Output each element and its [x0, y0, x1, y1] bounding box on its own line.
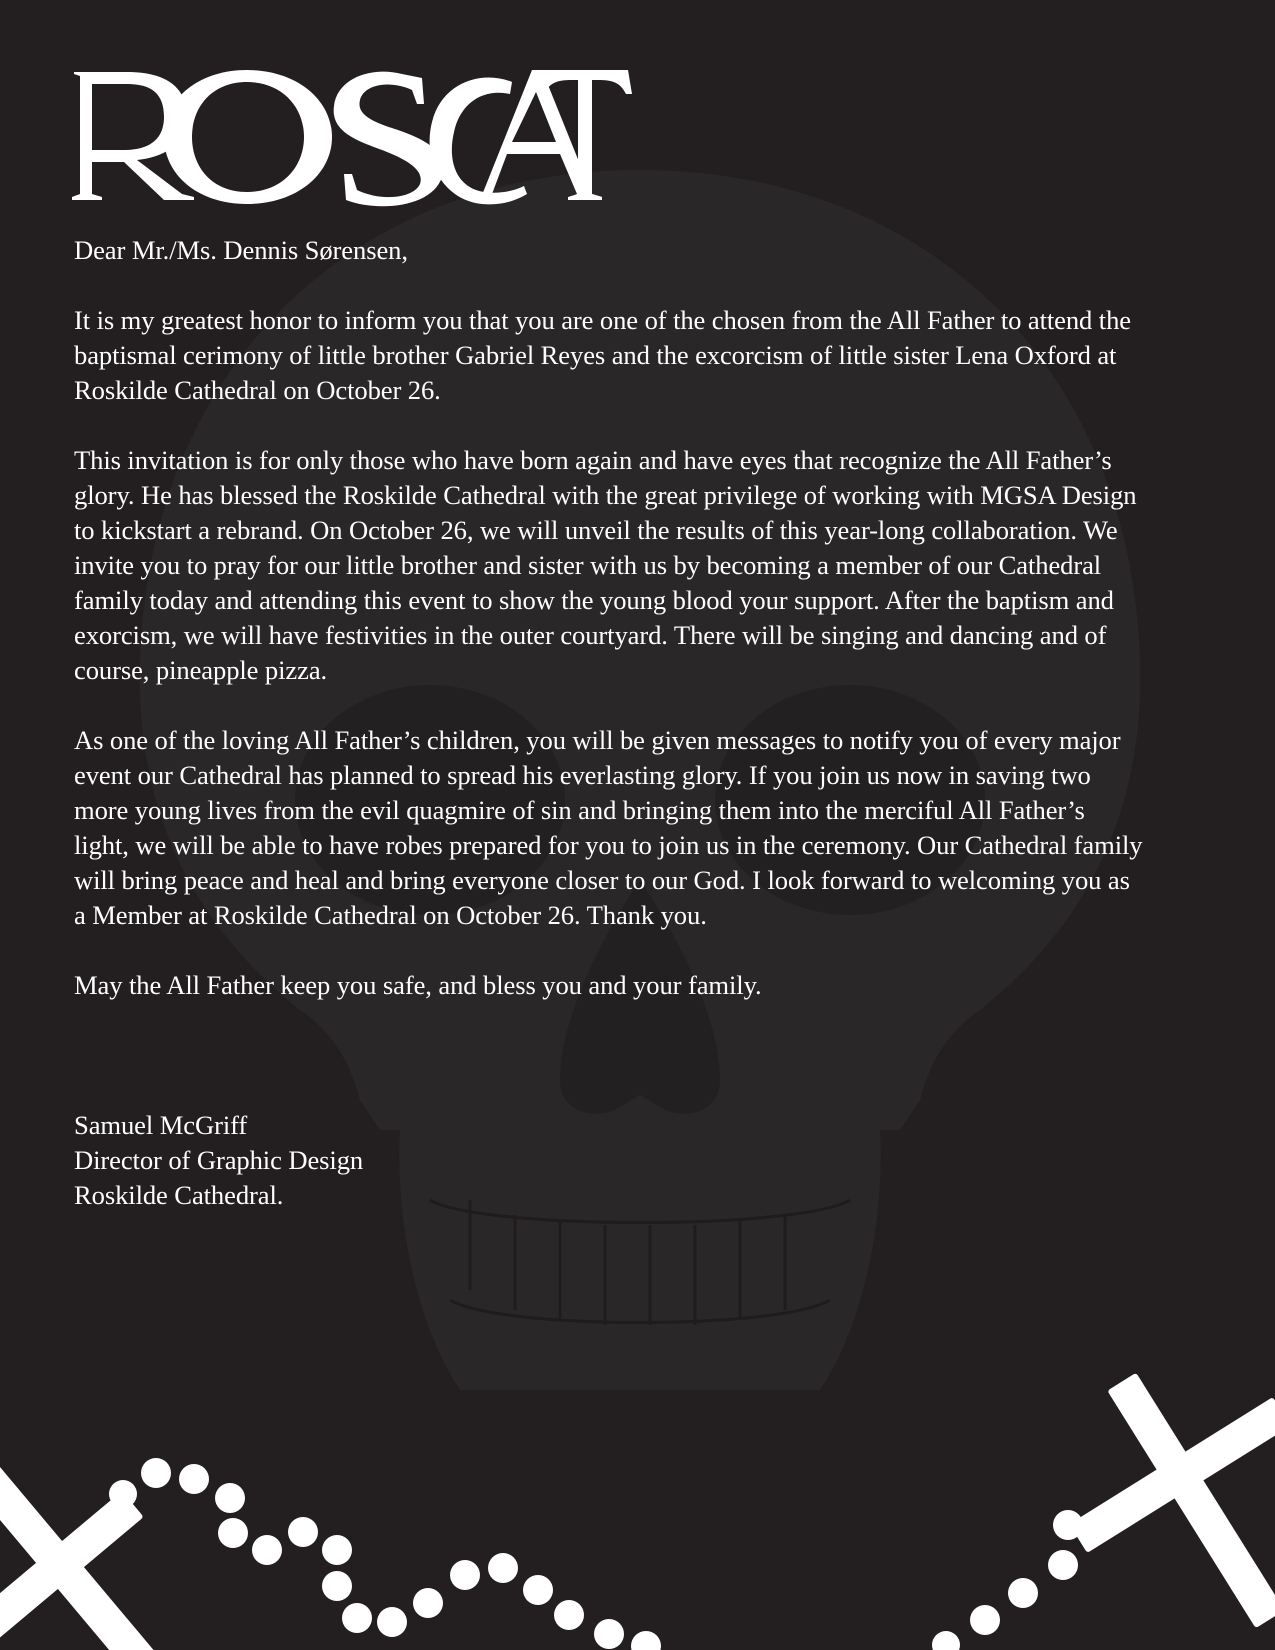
- paragraph-1: It is my greatest honor to inform you that you are one of the chosen from the All Father to attend the baptismal cerimony of little brother Gabriel Reyes and the excorcism of little sister Lena Oxford at Roskilde Cathedral on October 26.: [74, 305, 1131, 405]
- paragraph-2: This invitation is for only those who have born again and have eyes that recognize the All Father’s glory. He has blessed the Roskilde Cathedral with the great privilege of working with MGSA Design to kickstart a rebrand. On October 26, we will unveil the results of this year-long collaboration. We invite you to pray for our little brother and sister with us by becoming a member of our Cathedral family today and attending this event to show the young blood your support. After the baptism and exorcism, we will have festivities in the outer courtyard. There will be singing and dancing and of course, pineapple pizza.: [74, 445, 1137, 685]
- signer-organization: Roskilde Cathedral.: [74, 1180, 284, 1210]
- letter-body: [74, 233, 1144, 1213]
- salutation: Dear Mr./Ms. Dennis Sørensen,: [74, 235, 408, 265]
- roscat-logo: [72, 62, 632, 212]
- paragraph-3: As one of the loving All Father’s children, you will be given messages to notify you of every major event our Cathedral has planned to spread his everlasting glory. If you join us now in saving two more young lives from the evil quagmire of sin and bringing them into the merciful All Father’s light, we will be able to have robes prepared for you to join us in the ceremony. Our Cathedral family will bring peace and heal and bring everyone closer to our God. I look forward to welcoming you as a Member at Roskilde Cathedral on October 26. Thank you.: [74, 725, 1143, 930]
- signature-block: [74, 1108, 1144, 1213]
- signer-name: Samuel McGriff: [74, 1110, 248, 1140]
- signer-title: Director of Graphic Design: [74, 1145, 364, 1175]
- closing-line: May the All Father keep you safe, and bless you and your family.: [74, 970, 762, 1000]
